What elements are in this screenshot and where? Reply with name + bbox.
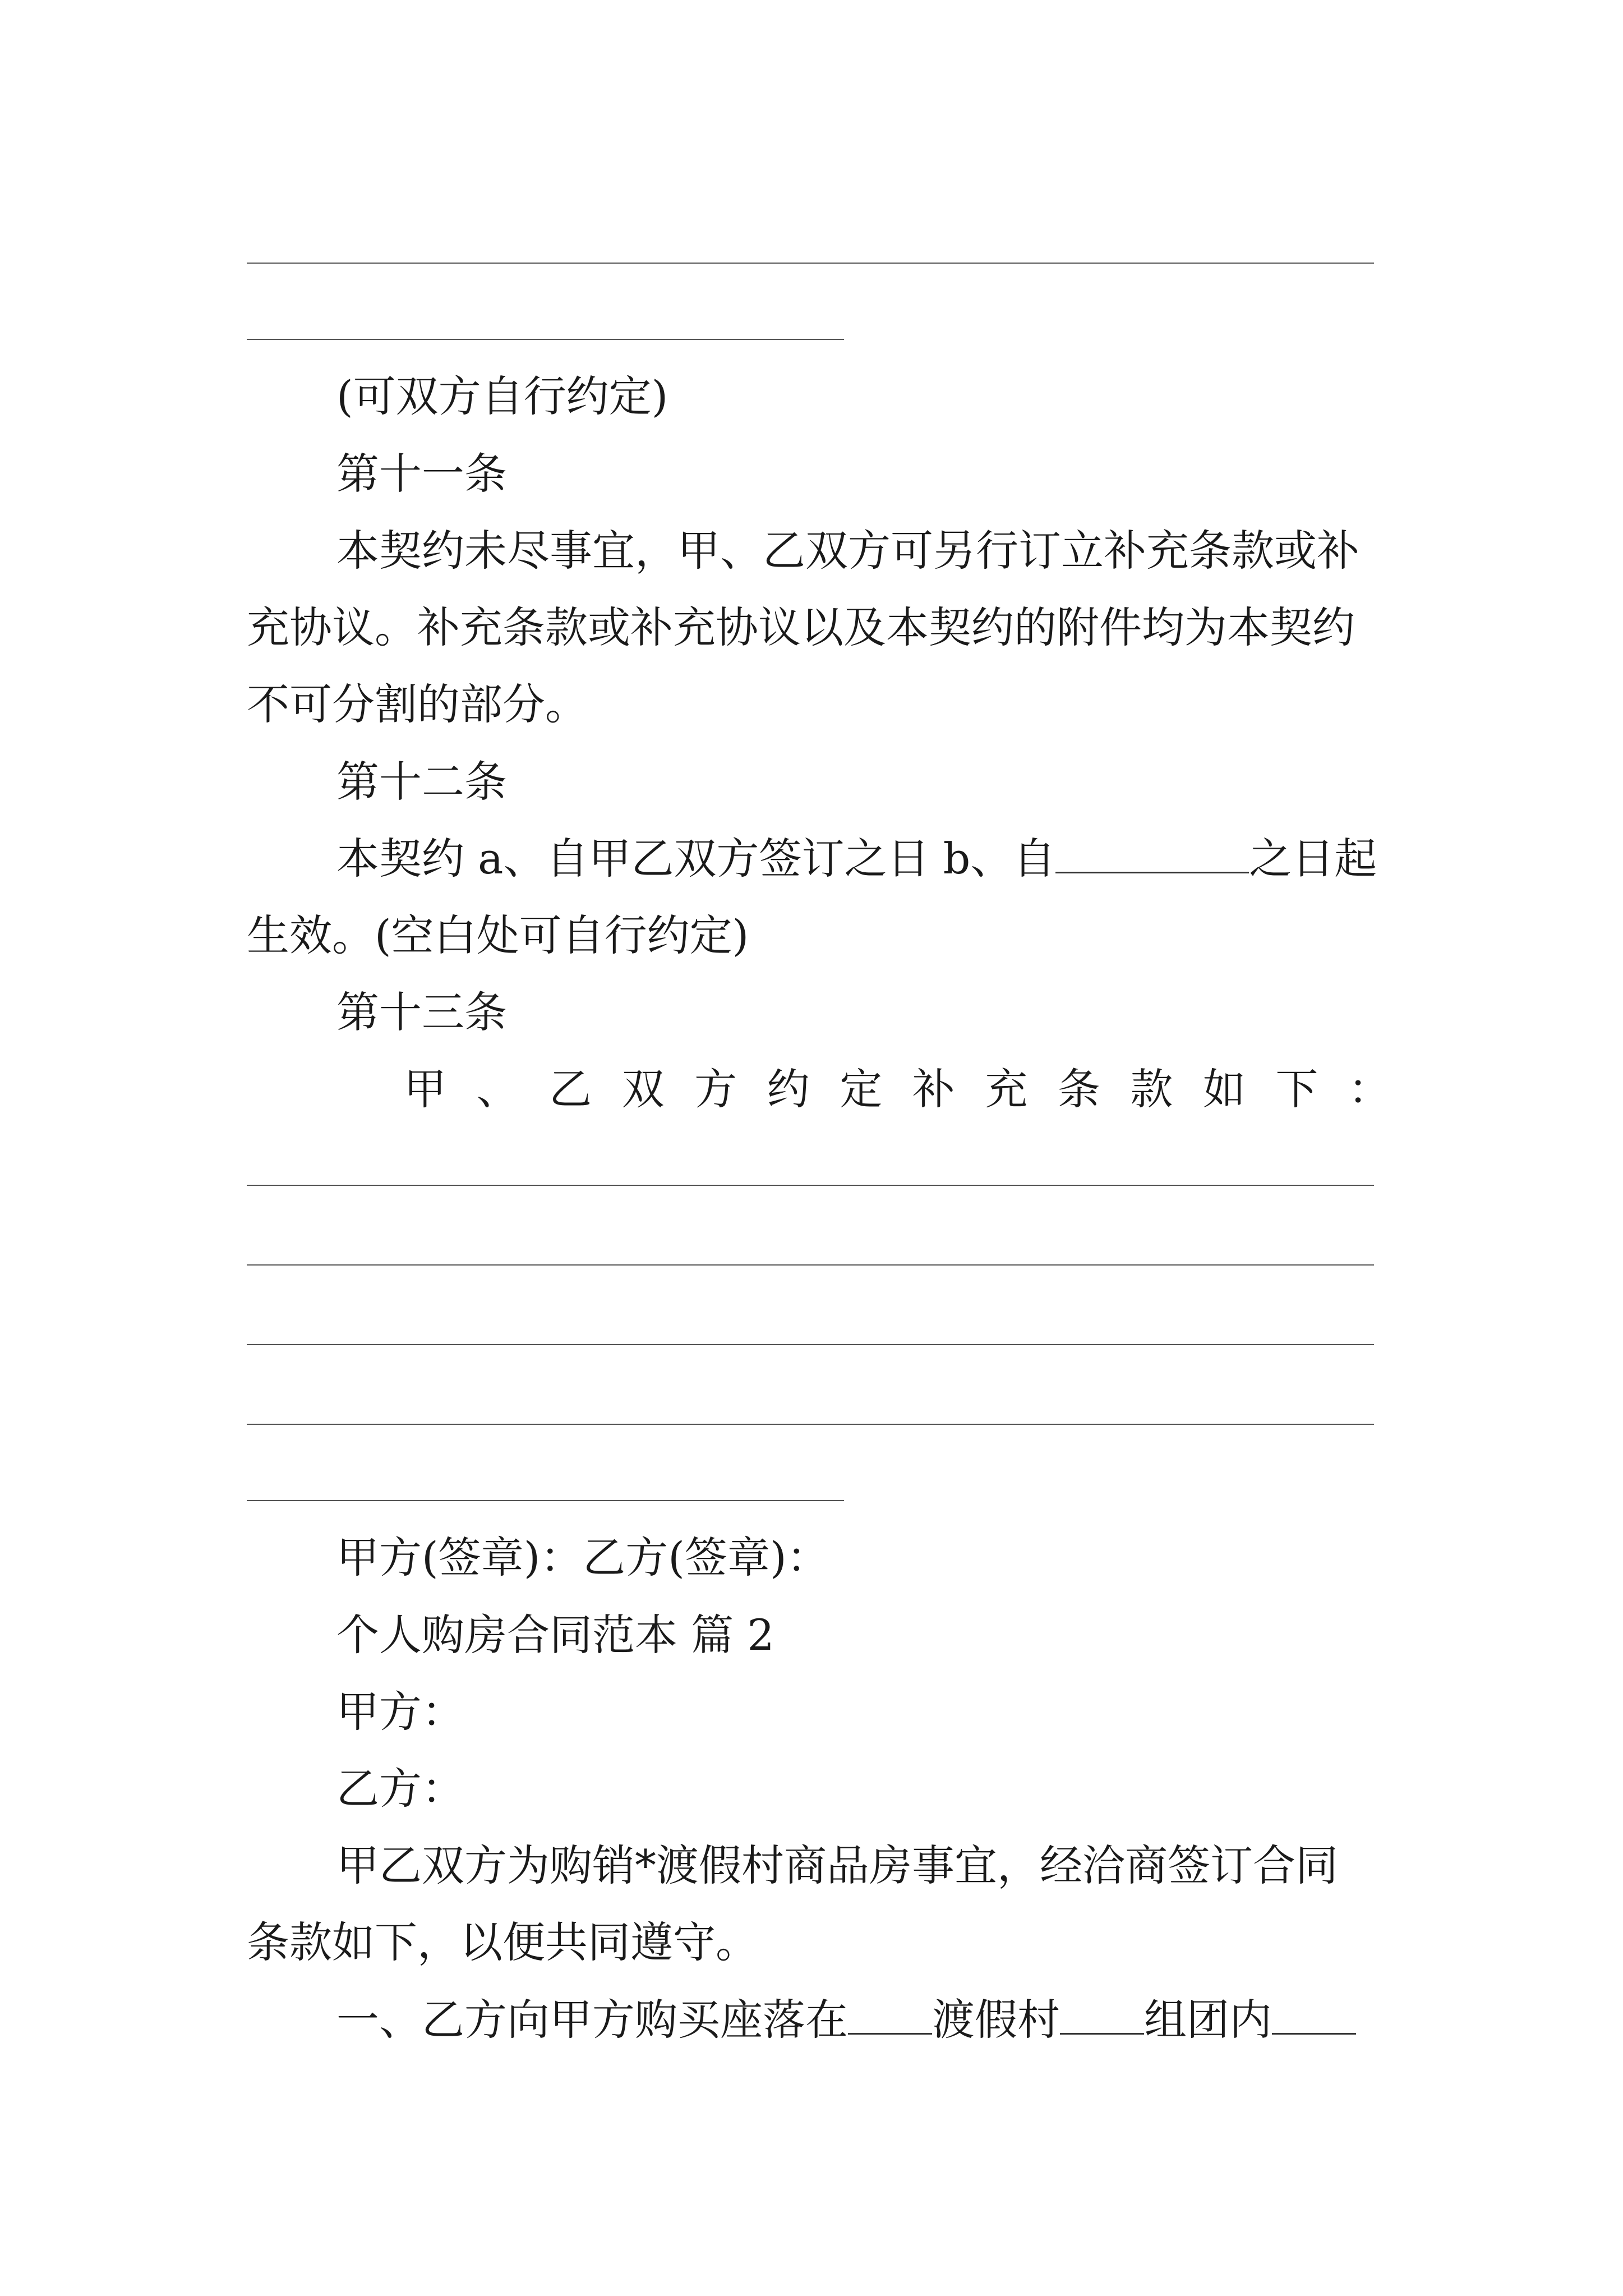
article-12-title: 第十二条 [336,757,507,807]
blank-field [1272,1994,1356,2035]
blank-field [848,1994,932,2035]
section-title: 个人购房合同范本 篇 2 [336,1610,774,1660]
spread-char: 款 [1130,1064,1173,1114]
clause-1-text: 一、乙方向甲方购买座落在 [336,1995,848,2045]
intro-line: 甲乙双方为购销*渡假村商品房事宜，经洽商签订合同 [336,1841,1338,1890]
spread-char: 甲 [404,1064,446,1114]
spread-char: 、 [476,1064,519,1114]
fill-line [247,1344,1374,1345]
article-12-line [336,831,1391,887]
note-text: (可双方自行约定) [336,371,668,421]
article-11-line: 充协议。补充条款或补充协议以及本契约的附件均为本契约 [247,602,1355,652]
spread-char: 补 [912,1064,955,1114]
article-12-text: 之日起 [1249,834,1377,884]
fill-line [247,263,1374,264]
spread-char: 定 [840,1064,883,1114]
fill-line [247,1500,844,1501]
party-a-label: 甲方： [336,1687,464,1737]
party-b-label: 乙方： [336,1764,464,1814]
spread-char: ： [1348,1064,1391,1114]
article-11-title: 第十一条 [336,449,507,499]
fill-line [247,1424,1374,1425]
spread-char: 条 [1057,1064,1100,1114]
fill-line [247,1264,1374,1266]
blank-field [1060,1994,1144,2035]
clause-1-line [336,1992,1391,2048]
fill-line [247,1185,1374,1186]
fill-line [247,339,844,340]
intro-line: 条款如下，以便共同遵守。 [247,1917,758,1967]
spread-char: 乙 [549,1064,592,1114]
article-12-line: 生效。(空白处可自行约定) [247,910,749,960]
blank-field [1055,832,1249,873]
clause-1-text: 组团内 [1144,1995,1272,2045]
article-12-text: 本契约 a、自甲乙双方签订之日 b、自 [336,834,1056,884]
spread-char: 方 [694,1064,737,1114]
spread-char: 充 [985,1064,1028,1114]
spread-char: 双 [621,1064,665,1114]
article-13-title: 第十三条 [336,987,507,1037]
clause-1-text: 渡假村 [932,1995,1060,2045]
article-11-line: 本契约未尽事宜，甲、乙双方可另行订立补充条款或补 [336,526,1359,576]
article-13-spread-line [404,1061,1391,1117]
spread-char: 约 [767,1064,810,1114]
signature-line: 甲方(签章)：乙方(签章)： [336,1533,829,1582]
spread-char: 如 [1202,1064,1246,1114]
article-11-line: 不可分割的部分。 [247,679,588,729]
spread-char: 下 [1275,1064,1318,1114]
